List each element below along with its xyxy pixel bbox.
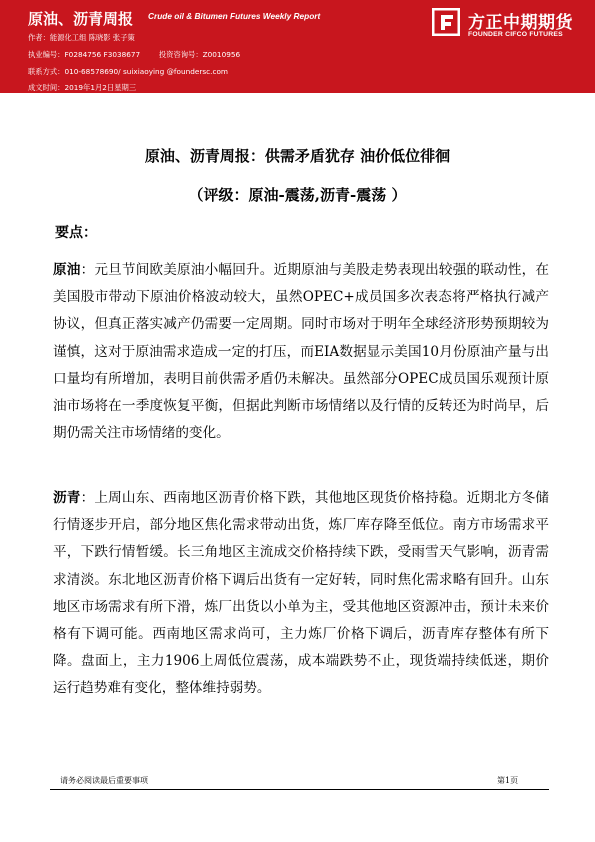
report-header: [0, 0, 595, 93]
contact-value: 010-68578690/ suixiaoying @foundersc.com: [64, 67, 229, 76]
logo-chinese-name: 方正中期期货: [468, 13, 573, 33]
contact-line: [28, 67, 228, 77]
bitumen-label: 沥青: [53, 490, 81, 506]
bitumen-paragraph: [53, 485, 549, 703]
header-subtitle: Crude oil & Bitumen Futures Weekly Report: [148, 11, 321, 21]
header-title: 原油、沥青周报: [28, 10, 134, 28]
footer-disclaimer: 请务必阅读最后重要事项: [60, 776, 148, 785]
license-value: F0284756 F3038677: [64, 50, 141, 59]
authors-value: 能源化工组 陈晓影 张子策: [49, 33, 135, 42]
authors-line: [28, 33, 135, 43]
logo-english-name: FOUNDER CIFCO FUTURES: [468, 31, 563, 38]
company-logo: [432, 8, 592, 44]
date-line: [28, 83, 136, 93]
authors-label: 作者：: [28, 33, 50, 42]
license-label: 执业编号：: [28, 50, 65, 59]
founder-logo-icon: [432, 8, 460, 36]
license-line: [28, 50, 240, 60]
crude-oil-text: ：元旦节间欧美原油小幅回升。近期原油与美股走势表现出较强的联动性，在美国股市带动下原油价格波动较大，虽然OPEC+成员国多次表态将严格执行减产协议，但真正落实减产仍需要一定周期。同时市场对于明年全球经济形势预期较为谨慎，这对于原油需求造成一定的打压，而EIA数据显示美国10月份原油产量与出口量均有所增加，表明目前供需矛盾仍未解决。虽然部分OPEC成员国乐观预计原油市场将在一季度恢复平衡，但据此判断市场情绪以及行情的反转还为时尚早，后期仍需关注市场情绪的变化。: [53, 262, 550, 442]
bitumen-text: ：上周山东、西南地区沥青价格下跌，其他地区现货价格持稳。近期北方冬储行情逐步开启，部分地区焦化需求带动出货，炼厂库存降至低位。南方市场需求平平，下跌行情暂缓。长三角地区主流成交价格持续下跌，受雨雪天气影响，沥青需求清淡。东北地区沥青价格下调后出货有一定好转，同时焦化需求略有回升。山东地区市场需求有所下滑，炼厂出货以小单为主，受其他地区资源冲击，预计未来价格有下调可能。西南地区需求尚可，主力炼厂价格下调后，沥青库存整体有所下降。盘面上，主力1906上周低位震荡，成本端跌势不止，现货端持续低迷，期价运行趋势难有变化，整体维持弱势。: [53, 490, 550, 697]
date-value: 2019年1月2日星期三: [64, 83, 137, 92]
crude-oil-label: 原油: [53, 262, 81, 278]
report-rating: （评级：原油-震荡,沥青-震荡 ）: [188, 186, 407, 204]
footer-page-number: 第1页: [497, 776, 519, 785]
key-points-heading: 要点：: [55, 225, 97, 241]
report-title: 原油、沥青周报：供需矛盾犹存 油价低位徘徊: [144, 147, 451, 165]
crude-oil-paragraph: [53, 257, 549, 447]
contact-label: 联系方式：: [28, 67, 65, 76]
advisor-value: Z0010956: [202, 50, 241, 59]
date-label: 成文时间：: [28, 83, 65, 92]
footer-divider: [50, 789, 549, 790]
advisor-label: 投资咨询号：: [158, 50, 203, 59]
